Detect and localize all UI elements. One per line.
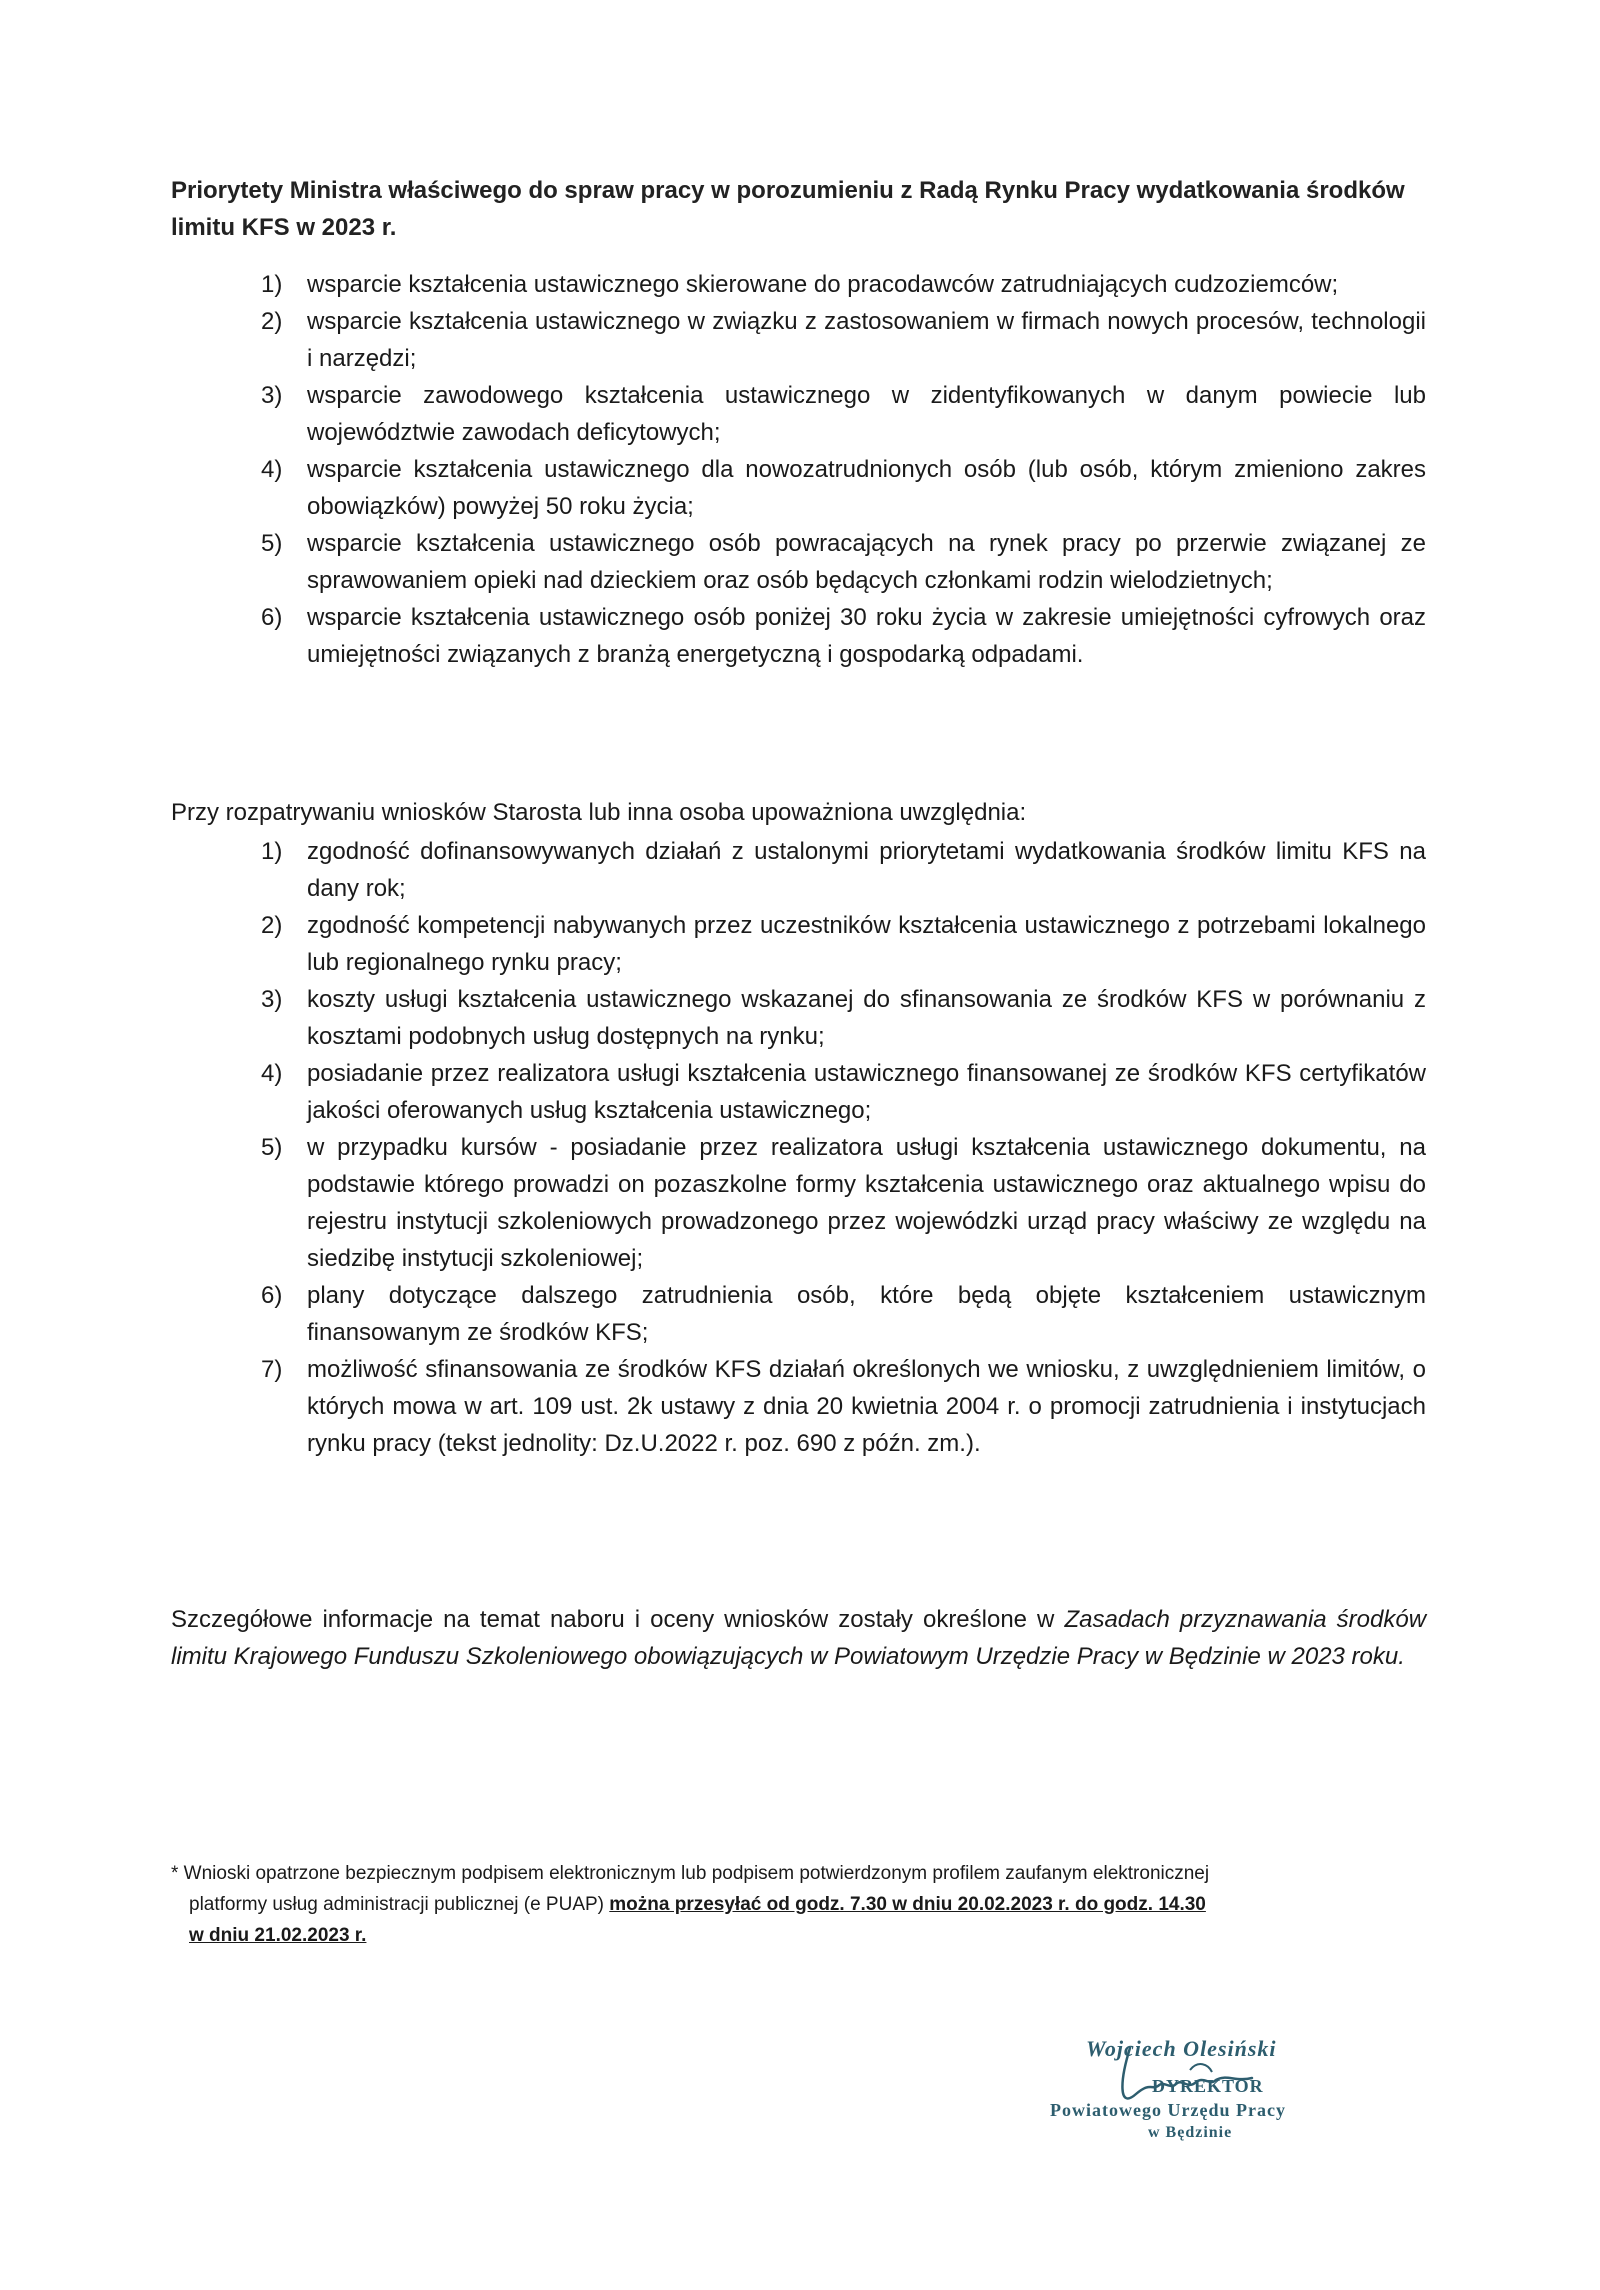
list-item [171,833,1426,907]
list-item-text: wsparcie kształcenia ustawicznego dla nowozatrudnionych osób (lub osób, którym zmieniono zakres obowiązków) powyżej 50 roku życia; [307,456,1426,520]
list-item-text: koszty usługi kształcenia ustawicznego wskazanej do sfinansowania ze środków KFS w porównaniu z kosztami podobnych usług dostępnych na rynku; [307,986,1426,1050]
list-number: 3) [261,382,283,409]
footnote [171,1858,1426,1951]
list-number: 7) [261,1356,283,1383]
list-number: 5) [261,1134,283,1161]
list-item [171,1129,1426,1277]
signer-name: Wojciech Olesiński [1086,2036,1277,2061]
list-item [171,599,1426,673]
signer-city: w Będzinie [1148,2124,1233,2141]
signer-role: DYREKTOR [1152,2076,1264,2096]
list-item [171,1277,1426,1351]
list-item [171,266,1426,303]
footnote-line-1: * Wnioski opatrzone bezpiecznym podpisem elektronicznym lub podpisem potwierdzonym profilem zaufanym elektronicznej [171,1863,1210,1884]
list-number: 4) [261,1060,283,1087]
list-number: 3) [261,986,283,1013]
list-item [171,377,1426,451]
director-stamp [1040,2020,1370,2150]
list-item [171,525,1426,599]
list-item-text: w przypadku kursów - posiadanie przez realizatora usługi kształcenia ustawicznego dokumentu, na podstawie którego prowadzi on pozaszkolne formy kształcenia ustawicznego oraz aktualnego wpisu do rejestru instytucji szkoleniowych prowadzonego przez wojewódzki urząd pracy właściwy ze względu na siedzibę instytucji szkoleniowej; [307,1134,1426,1272]
list-item [171,981,1426,1055]
footnote-line-3 [171,1920,1426,1951]
footnote-line-2 [171,1889,1426,1920]
list-number: 6) [261,1282,283,1309]
list-item-text: wsparcie kształcenia ustawicznego osób poniżej 30 roku życia w zakresie umiejętności cyfrowych oraz umiejętności związanych z branżą energetyczną i gospodarką odpadami. [307,604,1426,668]
list-number: 2) [261,912,283,939]
list-item [171,1351,1426,1462]
list-item-text: posiadanie przez realizatora usługi kształcenia ustawicznego finansowanej ze środków KFS certyfikatów jakości oferowanych usług kształcenia ustawicznego; [307,1060,1426,1124]
footnote-line-2-text: platformy usług administracji publicznej (e PUAP) [189,1894,604,1915]
details-lead: Szczegółowe informacje na temat naboru i oceny wniosków zostały określone w [171,1606,1055,1633]
list-item-text: zgodność kompetencji nabywanych przez uczestników kształcenia ustawicznego z potrzebami lokalnego lub regionalnego rynku pracy; [307,912,1426,976]
list-number: 5) [261,530,283,557]
list-item-text: wsparcie zawodowego kształcenia ustawicznego w zidentyfikowanych w danym powiecie lub województwie zawodach deficytowych; [307,382,1426,446]
details-italic: Zasadach przyznawania środków limitu Krajowego Funduszu Szkoleniowego obowiązujących w Powiatowym Urzędzie Pracy w Będzinie w 2023 roku. [171,1606,1427,1670]
document-heading: Priorytety Ministra właściwego do spraw pracy w porozumieniu z Radą Rynku Pracy wydatkowania środków limitu KFS w 2023 r. [171,177,1405,241]
list-number: 1) [261,271,283,298]
list-item-text: plany dotyczące dalszego zatrudnienia osób, które będą objęte kształceniem ustawicznym finansowanym ze środków KFS; [307,1282,1426,1346]
criteria-intro: Przy rozpatrywaniu wniosków Starosta lub inna osoba upoważniona uwzględnia: [171,799,1027,826]
list-item [171,1055,1426,1129]
list-item-text: wsparcie kształcenia ustawicznego skierowane do pracodawców zatrudniających cudzoziemców; [307,271,1339,298]
list-item [171,907,1426,981]
details-paragraph [171,1601,1426,1675]
footnote-line-2-deadline: można przesyłać od godz. 7.30 w dniu 20.02.2023 r. do godz. 14.30 [609,1894,1206,1915]
list-number: 1) [261,838,283,865]
list-number: 4) [261,456,283,483]
list-item [171,303,1426,377]
criteria-list [171,833,1426,1462]
priorities-list [171,266,1426,673]
signer-office: Powiatowego Urzędu Pracy [1050,2100,1286,2120]
list-item-text: możliwość sfinansowania ze środków KFS działań określonych we wniosku, z uwzględnieniem limitów, o których mowa w art. 109 ust. 2k ustawy z dnia 20 kwietnia 2004 r. o promocji zatrudnienia i instytucjach rynku pracy (tekst jednolity: Dz.U.2022 r. poz. 690 z późn. zm.). [307,1356,1426,1457]
list-item-text: wsparcie kształcenia ustawicznego osób powracających na rynek pracy po przerwie związanej ze sprawowaniem opieki nad dzieckiem oraz osób będących członkami rodzin wielodzietnych; [307,530,1426,594]
list-item-text: wsparcie kształcenia ustawicznego w związku z zastosowaniem w firmach nowych procesów, technologii i narzędzi; [307,308,1426,372]
list-item-text: zgodność dofinansowywanych działań z ustalonymi priorytetami wydatkowania środków limitu KFS na dany rok; [307,838,1426,902]
list-number: 2) [261,308,283,335]
footnote-line-3-deadline: w dniu 21.02.2023 r. [189,1925,367,1946]
list-number: 6) [261,604,283,631]
list-item [171,451,1426,525]
